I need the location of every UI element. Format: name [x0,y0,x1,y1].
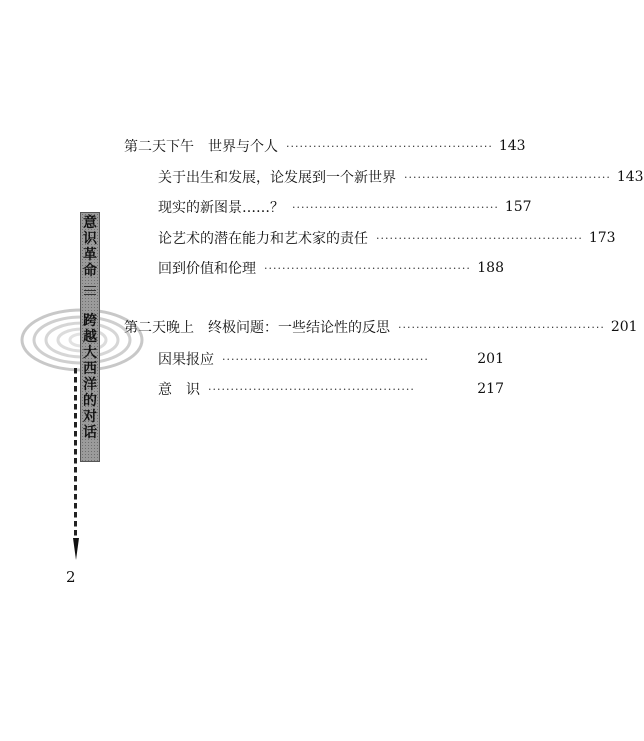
toc-entry[interactable] [124,258,504,278]
dot-leader: ·············································· [208,382,415,396]
dashed-rule [74,368,77,538]
spine-series-title: 意识革命 [83,215,97,279]
needle-ornament [73,538,79,560]
toc-page: 143 [616,169,644,185]
toc-page: 157 [504,199,532,215]
dot-leader: ·············································· [264,261,471,275]
dot-leader: ·············································· [376,231,583,245]
toc-page: 188 [477,260,504,276]
toc-title: 第二天晚上 终极问题：一些结论性的反思 [124,320,390,336]
toc-title: 关于出生和发展，论发展到一个新世界 [158,170,396,186]
toc-page: 143 [498,138,526,154]
spine-divider [84,290,96,291]
toc-page: 217 [477,381,504,397]
toc-title: 意 识 [158,382,200,398]
toc-entry[interactable] [124,197,532,217]
toc-entry[interactable] [124,379,504,399]
spine-divider [84,294,96,295]
toc-title: 第二天下午 世界与个人 [124,139,278,155]
toc-entry[interactable] [124,136,526,156]
page-number: 2 [66,568,76,586]
toc-title: 因果报应 [158,352,214,368]
dot-leader: ·············································· [222,352,429,366]
spine-banner [80,212,100,462]
toc-title: 现实的新图景……？ [158,200,284,216]
toc-page: 173 [588,230,616,246]
dot-leader: ·············································· [292,200,499,214]
toc-title: 回到价值和伦理 [158,261,256,277]
spine-divider [84,286,96,287]
dot-leader: ·············································· [398,320,605,334]
toc-entry[interactable] [124,167,644,187]
toc-entry[interactable] [124,317,638,337]
spine-book-title: 跨越大西洋的对话 [83,313,97,441]
dot-leader: ·············································· [286,139,493,153]
toc-page: 201 [477,351,504,367]
toc-entry[interactable] [124,228,616,248]
toc-entry[interactable] [124,349,504,369]
toc-title: 论艺术的潜在能力和艺术家的责任 [158,231,368,247]
toc-page: 201 [610,319,638,335]
dot-leader: ·············································· [404,170,611,184]
